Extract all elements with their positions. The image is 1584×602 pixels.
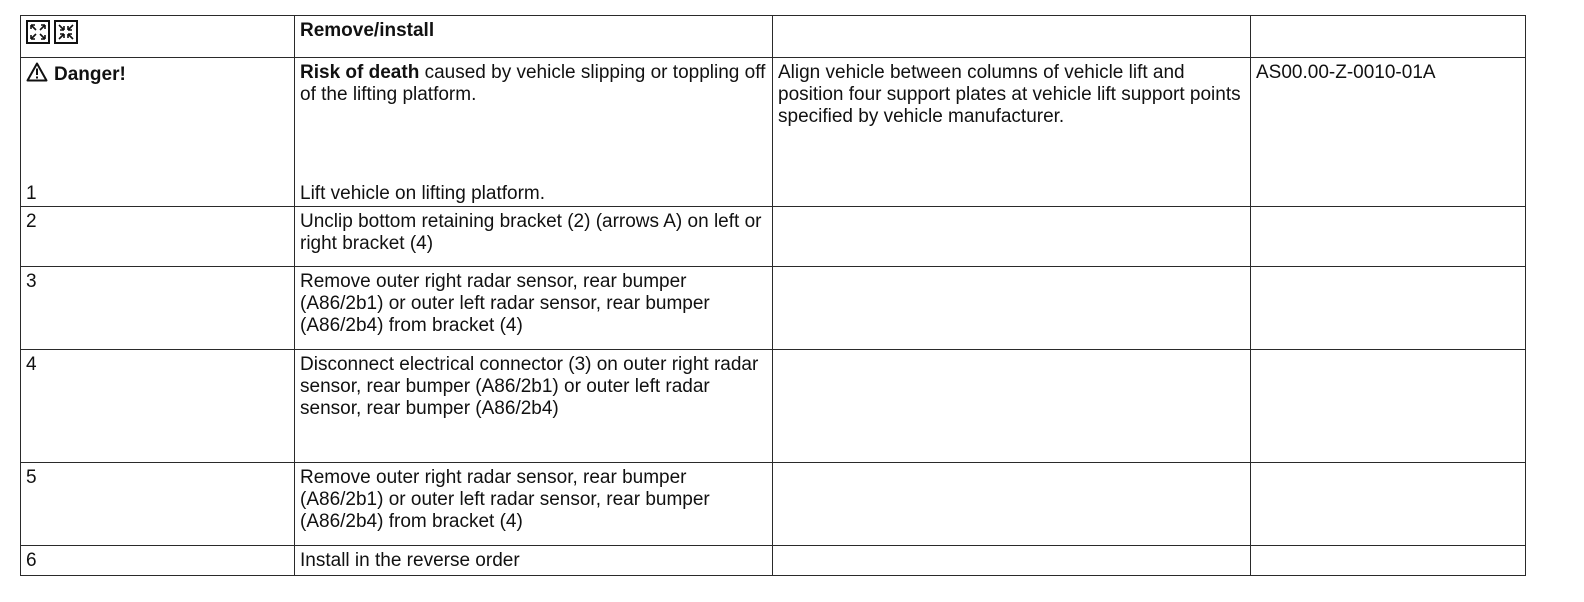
step-row: [21, 267, 1526, 350]
step-row: [21, 546, 1526, 576]
step-row: [21, 350, 1526, 463]
header-row: [21, 16, 1526, 58]
step-number: 6: [21, 546, 295, 576]
view-icons-cell: [21, 16, 295, 58]
procedure-table: [20, 15, 1526, 576]
danger-text-cell: [295, 58, 773, 207]
step-number: 2: [21, 207, 295, 267]
step-row: [21, 207, 1526, 267]
step-text: Remove outer right radar sensor, rear bumper (A86/2b1) or outer left radar sensor, rear bumper (A86/2b4) from bracket (4): [295, 267, 773, 350]
risk-heading: Risk of death: [300, 62, 420, 83]
danger-label: Danger!: [54, 64, 126, 85]
step-text: Unclip bottom retaining bracket (2) (arrows A) on left or right bracket (4): [295, 207, 773, 267]
step-text: Install in the reverse order: [295, 546, 773, 576]
danger-heading: [26, 62, 289, 88]
step-text: Disconnect electrical connector (3) on outer right radar sensor, rear bumper (A86/2b1) or outer left radar sensor, rear bumper (A86/2b4): [295, 350, 773, 463]
section-title: Remove/install: [295, 16, 773, 58]
header-empty-cell: [773, 16, 1251, 58]
step-text: Lift vehicle on lifting platform.: [300, 183, 546, 204]
step-text: Remove outer right radar sensor, rear bumper (A86/2b1) or outer left radar sensor, rear bumper (A86/2b4) from bracket (4): [295, 463, 773, 546]
risk-text: caused by vehicle slipping or toppling off of the lifting platform.: [300, 62, 766, 105]
header-empty-cell: [1251, 16, 1526, 58]
warning-triangle-icon: [26, 62, 48, 88]
step-number: 5: [21, 463, 295, 546]
danger-row: [21, 58, 1526, 207]
danger-cell: [21, 58, 295, 207]
step-number: 4: [21, 350, 295, 463]
safety-measure: Align vehicle between columns of vehicle lift and position four support plates at vehicle lift support points specified by vehicle manufacturer.: [773, 58, 1251, 207]
risk-statement: [300, 62, 767, 106]
step-row: [21, 463, 1526, 546]
expand-icon[interactable]: [26, 20, 50, 44]
step-number: 3: [21, 267, 295, 350]
step-number: 1: [26, 183, 37, 204]
reference-code: AS00.00-Z-0010-01A: [1251, 58, 1526, 207]
collapse-icon[interactable]: [54, 20, 78, 44]
